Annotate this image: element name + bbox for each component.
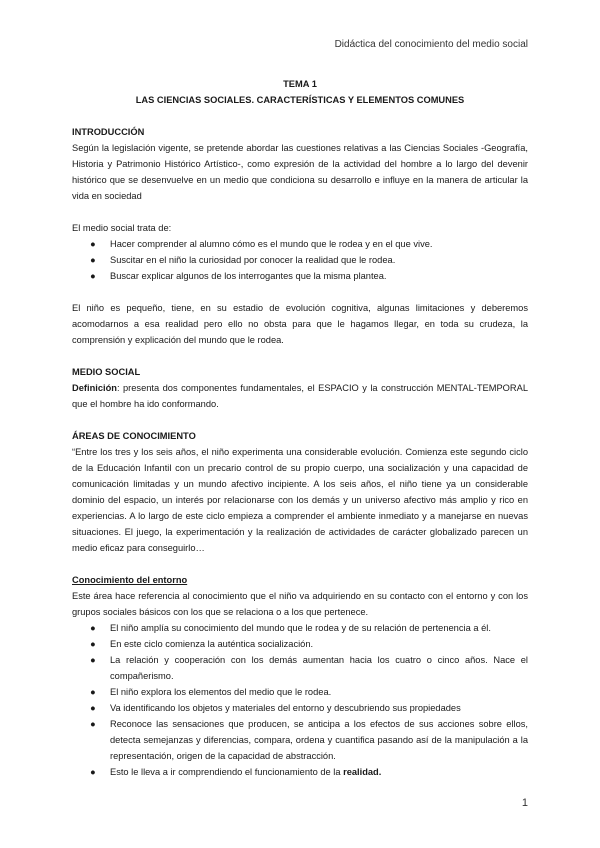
tema-title: LAS CIENCIAS SOCIALES. CARACTERÍSTICAS Y ELEMENTOS COMUNES: [135, 95, 465, 105]
areas-text: “Entre los tres y los seis años, el niño experimenta una considerable evolución. Comienza este segundo ciclo de la Educación Infantil con un precario control de su propio cuerpo, una socialización y una capacidad de comunicación limitadas y un mundo afectivo incipiente. A los seis años, el niño tiene ya un considerable dominio del espacio, un interés por relacionarse con los demás y un universo afectivo más amplio y rico en experiencias. A lo largo de este ciclo empieza a comprender el ambiente inmediato y a manejarse en nuevas situaciones. El juego, la experimentación y la realización de actividades de carácter globalizado parecen un medio eficaz para conseguirlo…: [72, 447, 528, 553]
list-item: ● En este ciclo comienza la auténtica socialización.: [90, 636, 528, 652]
bullet-icon: ●: [90, 639, 96, 649]
bullet-icon: ●: [90, 655, 96, 665]
bullet-icon: ●: [90, 719, 96, 729]
list-item: ● Buscar explicar algunos de los interrogantes que la misma plantea.: [90, 268, 528, 284]
entorno-bullet-list: [72, 620, 528, 780]
introduccion-text: Según la legislación vigente, se pretende abordar las cuestiones relativas a las Ciencias Sociales -Geografía, Historia y Patrimonio Histórico Artístico-, como expresión de la actividad del hombre a lo largo del devenir histórico que se desenvuelve en un medio que condiciona su desarrollo e influye en la manera de articular la vida en sociedad: [72, 143, 528, 201]
medio-intro: El medio social trata de:: [72, 223, 172, 233]
bullet-icon: ●: [90, 271, 96, 281]
medio-social-definition: [72, 380, 528, 412]
bullet-icon: ●: [90, 703, 96, 713]
medio-bullet-list: [72, 236, 528, 284]
page-number: 1: [521, 797, 528, 809]
entorno-heading: Conocimiento del entorno: [72, 575, 188, 585]
bullet-icon: ●: [90, 767, 96, 777]
list-item: ● Va identificando los objetos y materiales del entorno y descubriendo sus propiedades: [90, 700, 528, 716]
list-item: ● Hacer comprender al alumno cómo es el mundo que le rodea y en el que vive.: [90, 236, 528, 252]
bullet-icon: ●: [90, 623, 96, 633]
page-content: [72, 76, 528, 780]
entorno-text: Este área hace referencia al conocimiento que el niño va adquiriendo en su contacto con el entorno y con los grupos sociales básicos con los que se relaciona o a los que pertenece.: [72, 591, 528, 617]
medio-social-heading: MEDIO SOCIAL: [72, 367, 141, 377]
bullet-icon: ●: [90, 255, 96, 265]
bullet-icon: ●: [90, 239, 96, 249]
list-item: ● Esto le lleva a ir comprendiendo el funcionamiento de la realidad.: [90, 764, 528, 780]
introduccion-closing: El niño es pequeño, tiene, en su estadio de evolución cognitiva, algunas limitaciones y deberemos acomodarnos a esa realidad pero ello no obsta para que le hagamos llegar, en toda su crudeza, la comprensión y explicación del mundo que le rodea.: [72, 303, 528, 345]
list-item: ● Reconoce las sensaciones que producen, se anticipa a los efectos de sus acciones sobre ellos, detecta semejanzas y diferencias, compara, ordena y cuantifica pasando así de la manipulación a la representación, origen de la capacidad de abstracción.: [90, 716, 528, 764]
introduccion-heading: INTRODUCCIÓN: [72, 127, 145, 137]
bullet-icon: ●: [90, 687, 96, 697]
tema-number: TEMA 1: [283, 79, 317, 89]
list-item: ● La relación y cooperación con los demás aumentan hacia los cuatro o cinco años. Nace el compañerismo.: [90, 652, 528, 684]
definition-label: Definición: [72, 383, 117, 393]
definition-text: : presenta dos componentes fundamentales, el ESPACIO y la construcción MENTAL-TEMPORAL que el hombre ha ido conformando.: [72, 383, 528, 409]
header-title: Didáctica del conocimiento del medio social: [334, 39, 528, 50]
areas-heading: ÁREAS DE CONOCIMIENTO: [72, 431, 196, 441]
list-item: ● El niño amplía su conocimiento del mundo que le rodea y de su relación de pertenencia a él.: [90, 620, 528, 636]
list-item: ● El niño explora los elementos del medio que le rodea.: [90, 684, 528, 700]
list-item: ● Suscitar en el niño la curiosidad por conocer la realidad que le rodea.: [90, 252, 528, 268]
